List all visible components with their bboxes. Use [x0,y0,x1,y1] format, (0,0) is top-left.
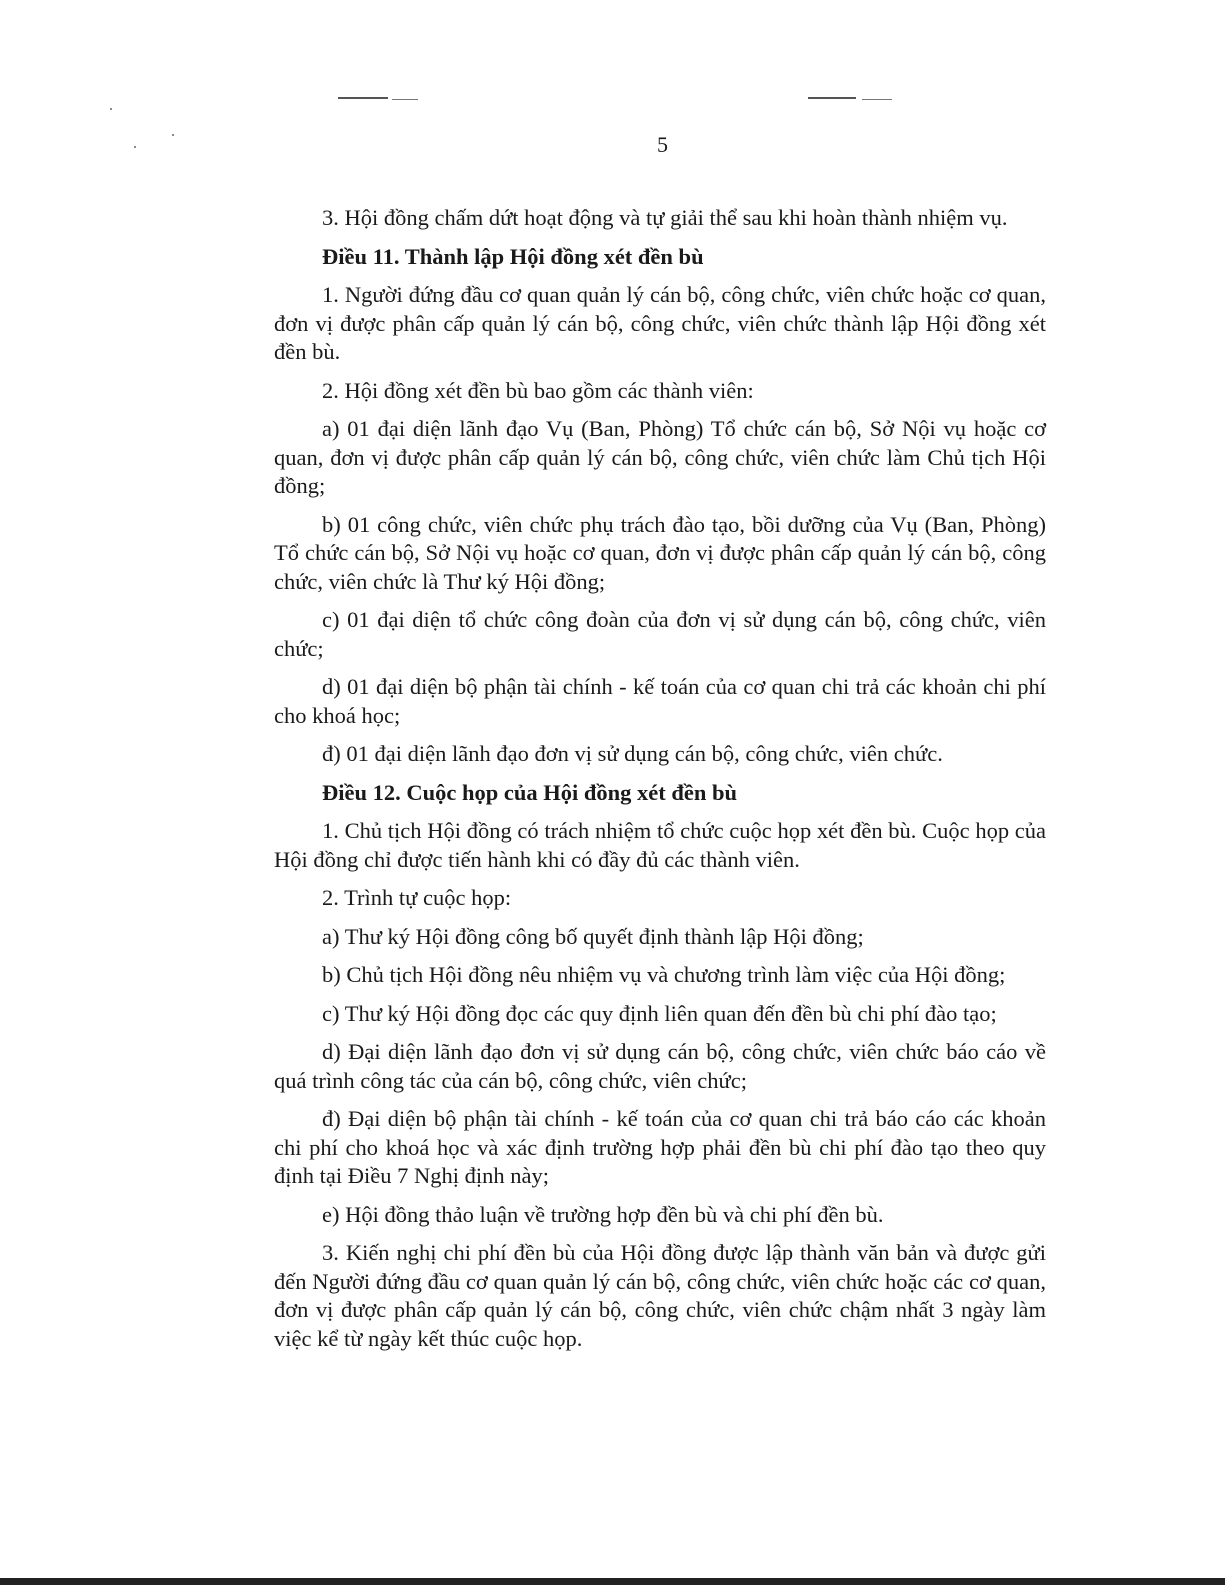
page-number: 5 [657,132,668,157]
paragraph: 2. Trình tự cuộc họp: [322,885,512,910]
paragraph: đ) Đại diện bộ phận tài chính - kế toán của cơ quan chi trả báo cáo các khoản chi phí cho khoá học và xác định trường hợp phải đền bù chi phí đào tạo theo quy định tại Điều 7 Nghị định này; [274,1106,1046,1188]
paragraph: c) 01 đại diện tổ chức công đoàn của đơn vị sử dụng cán bộ, công chức, viên chức; [274,607,1046,661]
scan-mark-right [808,97,856,99]
paragraph: d) 01 đại diện bộ phận tài chính - kế toán của cơ quan chi trả các khoản chi phí cho khoá học; [274,674,1046,728]
paragraph: đ) 01 đại diện lãnh đạo đơn vị sử dụng cán bộ, công chức, viên chức. [322,741,943,766]
paragraph: e) Hội đồng thảo luận về trường hợp đền bù và chi phí đền bù. [322,1201,884,1227]
scan-mark-left [338,97,388,99]
document-body [274,204,1046,1363]
paragraph: d) Đại diện lãnh đạo đơn vị sử dụng cán bộ, công chức, viên chức báo cáo về quá trình công tác của cán bộ, công chức, viên chức; [274,1039,1046,1093]
paragraph: a) Thư ký Hội đồng công bố quyết định thành lập Hội đồng; [322,923,864,949]
paragraph: b) Chủ tịch Hội đồng nêu nhiệm vụ và chương trình làm việc của Hội đồng; [322,962,1006,987]
paragraph: 1. Người đứng đầu cơ quan quản lý cán bộ, công chức, viên chức hoặc cơ quan, đơn vị được phân cấp quản lý cán bộ, công chức, viên chức thành lập Hội đồng xét đền bù. [274,282,1046,364]
article-heading: Điều 12. Cuộc họp của Hội đồng xét đền bù [322,779,738,805]
paragraph: b) 01 công chức, viên chức phụ trách đào tạo, bồi dưỡng của Vụ (Ban, Phòng) Tổ chức cán bộ, Sở Nội vụ hoặc cơ quan, đơn vị được phân cấp quản lý cán bộ, công chức, viên chức là Thư ký Hội đồng; [274,511,1046,594]
scan-mark-left-tail [392,99,418,100]
scan-mark-right-tail [862,99,892,100]
paragraph: 3. Hội đồng chấm dứt hoạt động và tự giải thể sau khi hoàn thành nhiệm vụ. [322,205,1008,230]
paragraph: a) 01 đại diện lãnh đạo Vụ (Ban, Phòng) Tổ chức cán bộ, Sở Nội vụ hoặc cơ quan, đơn vị được phân cấp quản lý cán bộ, công chức, viên chức làm Chủ tịch Hội đồng; [274,416,1046,498]
paragraph: 3. Kiến nghị chi phí đền bù của Hội đồng được lập thành văn bản và được gửi đến Người đứng đầu cơ quan quản lý cán bộ, công chức, viên chức hoặc các cơ quan, đơn vị được phân cấp quản lý cán bộ, công chức, viên chức chậm nhất 3 ngày làm việc kể từ ngày kết thúc cuộc họp. [274,1240,1046,1351]
paragraph: 1. Chủ tịch Hội đồng có trách nhiệm tổ chức cuộc họp xét đền bù. Cuộc họp của Hội đồng chỉ được tiến hành khi có đầy đủ các thành viên. [274,818,1046,872]
scan-speck [110,108,112,110]
scan-bottom-edge [0,1578,1225,1585]
paragraph: c) Thư ký Hội đồng đọc các quy định liên quan đến đền bù chi phí đào tạo; [322,1000,997,1026]
paragraph: 2. Hội đồng xét đền bù bao gồm các thành viên: [322,377,754,403]
article-heading: Điều 11. Thành lập Hội đồng xét đền bù [322,243,704,269]
